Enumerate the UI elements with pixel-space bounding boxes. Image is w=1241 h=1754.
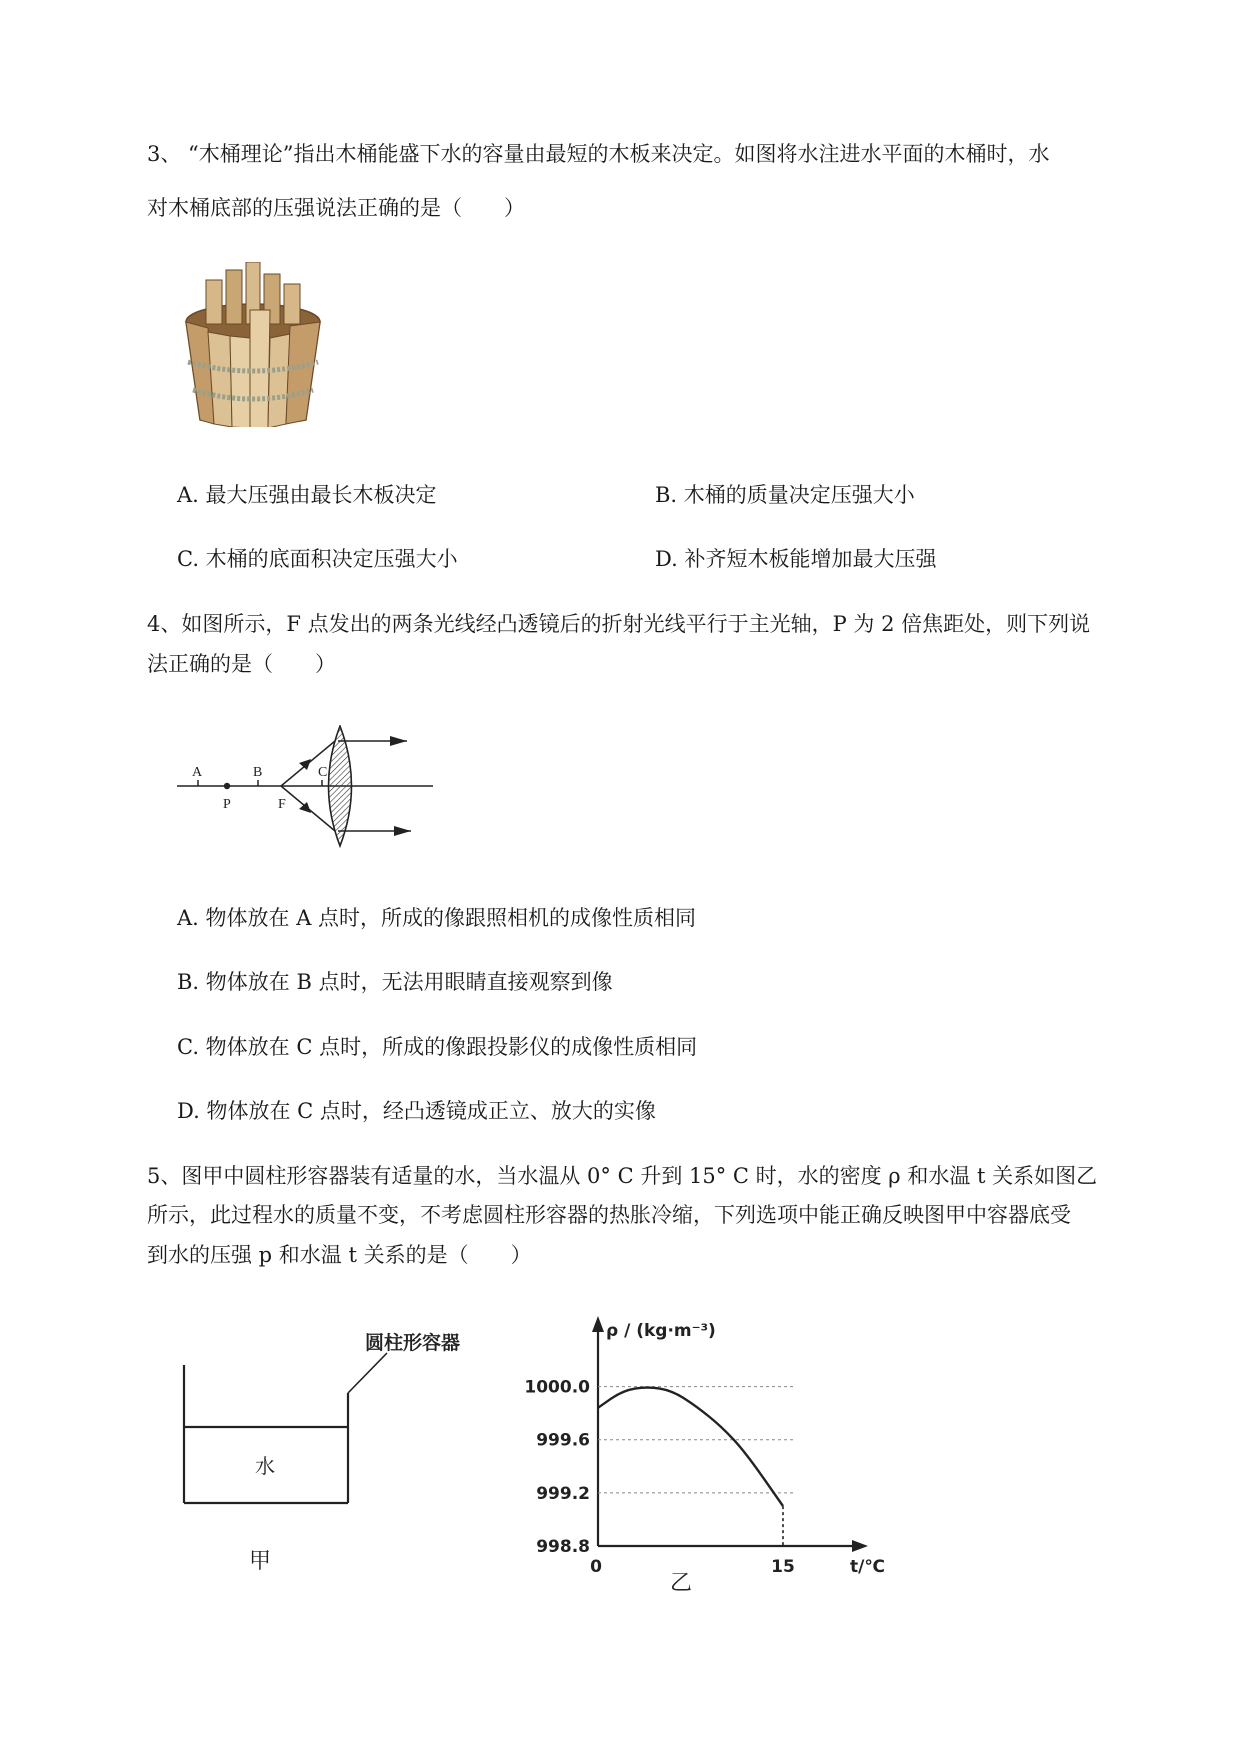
q4-stem-line2: 法正确的是（ ） xyxy=(147,652,336,676)
x-tick-label: 0 xyxy=(590,1557,602,1577)
y-tick-label: 999.6 xyxy=(536,1430,590,1451)
bucket-image xyxy=(178,262,328,427)
x-axis-label: t/℃ xyxy=(850,1557,885,1577)
density-chart xyxy=(520,1310,900,1600)
q5-stem-line3: 到水的压强 p 和水温 t 关系的是（ ） xyxy=(147,1243,532,1267)
label-p: P xyxy=(223,797,231,812)
q3-stem-line2: 对木桶底部的压强说法正确的是（ ） xyxy=(147,196,525,220)
q3-option-a[interactable]: A. 最大压强由最长木板决定 xyxy=(177,483,437,507)
q4-option-c[interactable]: C. 物体放在 C 点时，所成的像跟投影仪的成像性质相同 xyxy=(177,1035,698,1059)
density-curve xyxy=(598,1388,783,1507)
container-label: 圆柱形容器 xyxy=(365,1332,461,1354)
y-tick-label: 1000.0 xyxy=(524,1377,590,1398)
q4-stem-line1: 4、如图所示，F 点发出的两条光线经凸透镜后的折射光线平行于主光轴，P 为 2 倍焦距处，则下列说 xyxy=(147,612,1091,636)
lens-diagram xyxy=(175,725,440,860)
x-tick-label: 15 xyxy=(771,1557,795,1577)
q3-stem-line1: 3、 “木桶理论”指出木桶能盛下水的容量由最短的木板来决定。如图将水注进水平面的木桶时，水 xyxy=(147,142,1050,166)
q5-stem-line2: 所示，此过程水的质量不变，不考虑圆柱形容器的热胀冷缩，下列选项中能正确反映图甲中容器底受 xyxy=(147,1203,1071,1227)
caption-yi: 乙 xyxy=(670,1571,693,1596)
x-axis-arrow xyxy=(852,1540,868,1552)
q3-option-d[interactable]: D. 补齐短木板能增加最大压强 xyxy=(655,547,937,571)
y-tick-label: 999.2 xyxy=(536,1483,590,1504)
q4-option-b[interactable]: B. 物体放在 B 点时，无法用眼睛直接观察到像 xyxy=(177,970,613,994)
caption-jia: 甲 xyxy=(249,1549,272,1574)
y-axis-label: ρ / (kg·m⁻³) xyxy=(606,1321,716,1341)
label-f: F xyxy=(278,797,286,812)
q5-stem-line1: 5、图甲中圆柱形容器装有适量的水，当水温从 0° C 升到 15° C 时，水的密度 ρ 和水温 t 关系如图乙 xyxy=(147,1164,1098,1188)
q4-option-a[interactable]: A. 物体放在 A 点时，所成的像跟照相机的成像性质相同 xyxy=(177,906,697,930)
label-c: C xyxy=(318,765,328,780)
label-a: A xyxy=(192,765,203,780)
y-tick-label: 998.8 xyxy=(536,1537,590,1557)
q3-option-b[interactable]: B. 木桶的质量决定压强大小 xyxy=(655,483,915,507)
q4-option-d[interactable]: D. 物体放在 C 点时，经凸透镜成正立、放大的实像 xyxy=(177,1099,656,1123)
container-figure xyxy=(175,1325,495,1585)
q3-option-c[interactable]: C. 木桶的底面积决定压强大小 xyxy=(177,547,458,571)
y-axis-arrow xyxy=(592,1316,604,1332)
water-label: 水 xyxy=(255,1454,275,1478)
label-b: B xyxy=(253,765,263,780)
